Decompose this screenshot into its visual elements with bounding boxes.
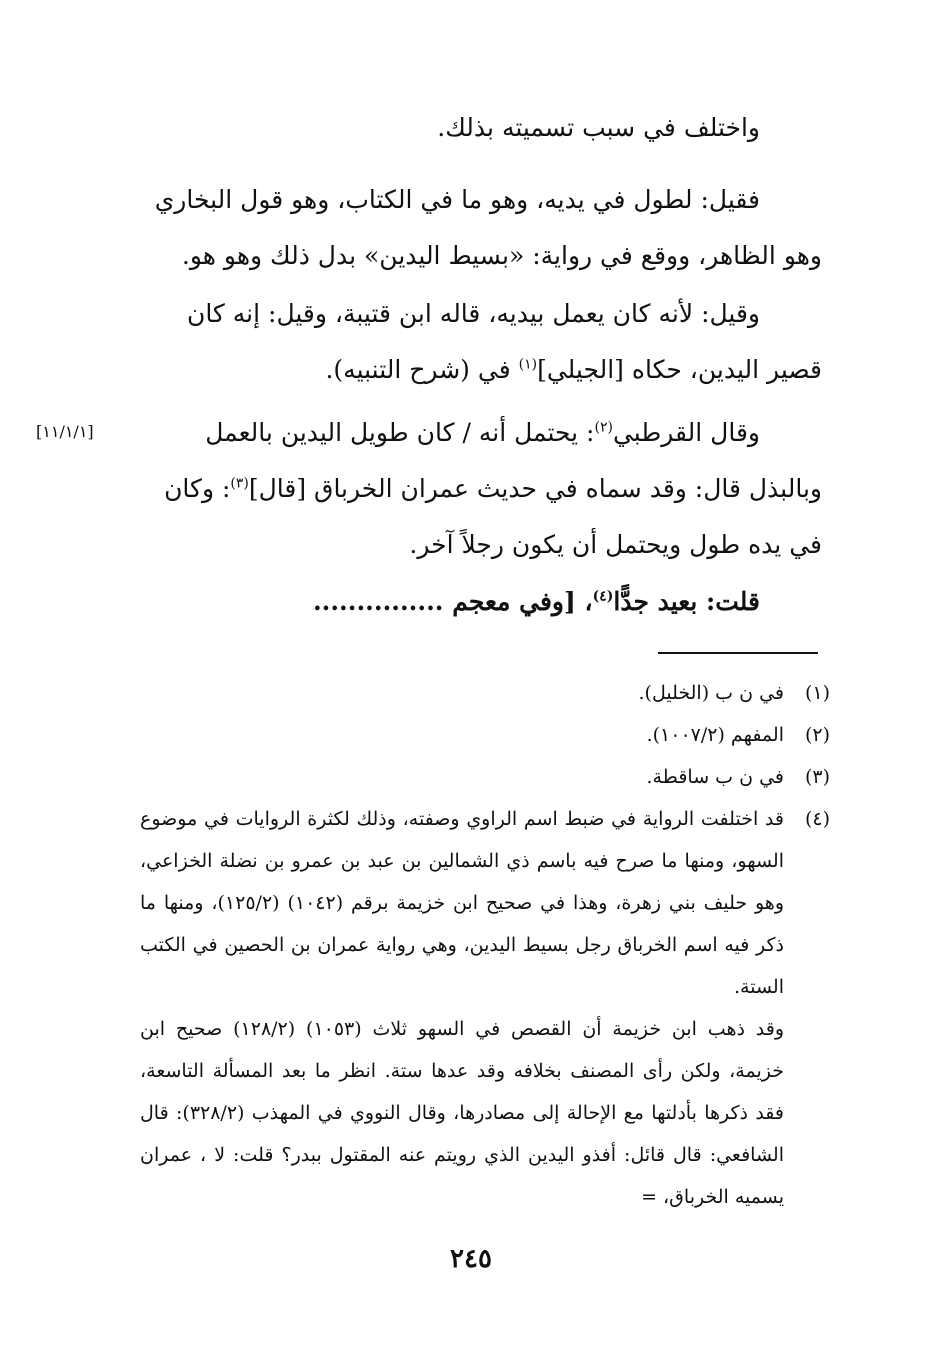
paragraph-line: فقيل: لطول في يديه، وهو ما في الكتاب، وهو قول البخاري [154,185,760,214]
footnote-text: المفهم (١٠٠٧/٢). [646,724,784,746]
paragraph-line: وهو الظاهر، ووقع في رواية: «بسيط اليدين» بدل ذلك وهو هو. [181,241,822,270]
footnote-ref-4[interactable]: (٤) [592,588,614,605]
footnote-number: (١) [804,682,830,704]
footnote-text: قد اختلفت الرواية في ضبط اسم الراوي وصفته، وذلك لكثرة الروايات في موضوع السهو، ومنها ما صرح فيه باسم ذي الشمالين بن عبد بن عمرو بن نضلة الخزاعي، وهو حليف بني زهرة، وهذا في صحيح ابن خزيمة برقم (١٠٤٢) (١٢٥/٢)، ومنها ما ذكر فيه اسم الخرباق رجل بسيط اليدين، وهي رواية عمران بن الحصين في الكتب الستة. [140,808,784,998]
paragraph-4 [120,405,822,573]
footnote-text: في ن ب ساقطة. [646,766,784,788]
footnote-number: (٢) [804,724,830,746]
text-segment: ، [وفي معجم ............... [312,587,593,616]
text-segment: قصير اليدين، حكاه [الجيلي] [537,355,822,384]
text-segment: وقال القرطبي [612,418,760,447]
footnote-text: في ن ب (الخليل). [638,682,784,704]
paragraph-line: واختلف في سبب تسميته بذلك. [437,113,760,142]
paragraph-5 [120,574,822,630]
footnote-number: (٤) [804,808,830,830]
footnote-separator [658,652,818,654]
footnote-1 [140,672,830,714]
text-segment: في (شرح التنبيه). [325,355,519,384]
text-segment: : يحتمل أنه / كان طويل اليدين بالعمل [205,418,595,447]
paragraph-1 [120,100,822,156]
footnote-ref-2[interactable]: (٢) [594,419,613,436]
footnote-ref-3[interactable]: (٣) [230,475,249,492]
footnote-4 [140,798,830,1008]
paragraph-line: في يده طول ويحتمل أن يكون رجلاً آخر. [409,530,822,559]
footnote-continuation: وقد ذهب ابن خزيمة أن القصص في السهو ثلاث (١٠٥٣) (١٢٨/٢) صحيح ابن خزيمة، ولكن رأى المصنف بخلافه وقد عدها ستة. انظر ما بعد المسألة التاسعة، فقد ذكرها بأدلتها مع الإحالة إلى مصادرها، وقال النووي في المهذب (٣٢٨/٢): قال الشافعي: قال قائل: أفذو اليدين الذي رويتم عنه المقتول ببدر؟ قلت: لا ، عمران يسميه الخرباق، = [140,1018,785,1208]
paragraph-line [120,461,822,517]
footnotes [140,672,830,1218]
paragraph-line [120,405,822,461]
footnote-3 [140,756,830,798]
paragraph-line: وقيل: لأنه كان يعمل بيديه، قاله ابن قتيبة، وقيل: إنه كان [186,299,760,328]
paragraph-line [120,342,822,398]
paragraph-3 [120,286,822,398]
footnote-2 [140,714,830,756]
text-segment: : وكان [164,474,231,503]
manuscript-folio-marker: [١١/١/١] [36,422,94,441]
page-number: ٢٤٥ [450,1244,492,1274]
footnote-number: (٣) [804,766,830,788]
text-segment: وبالبذل قال: وقد سماه في حديث عمران الخرباق [قال] [248,474,822,503]
paragraph-2 [120,172,822,284]
footnote-ref-1[interactable]: (١) [518,356,538,373]
text-segment: قلت: بعيد جدًّا [613,587,760,616]
paragraph-line [120,574,822,630]
